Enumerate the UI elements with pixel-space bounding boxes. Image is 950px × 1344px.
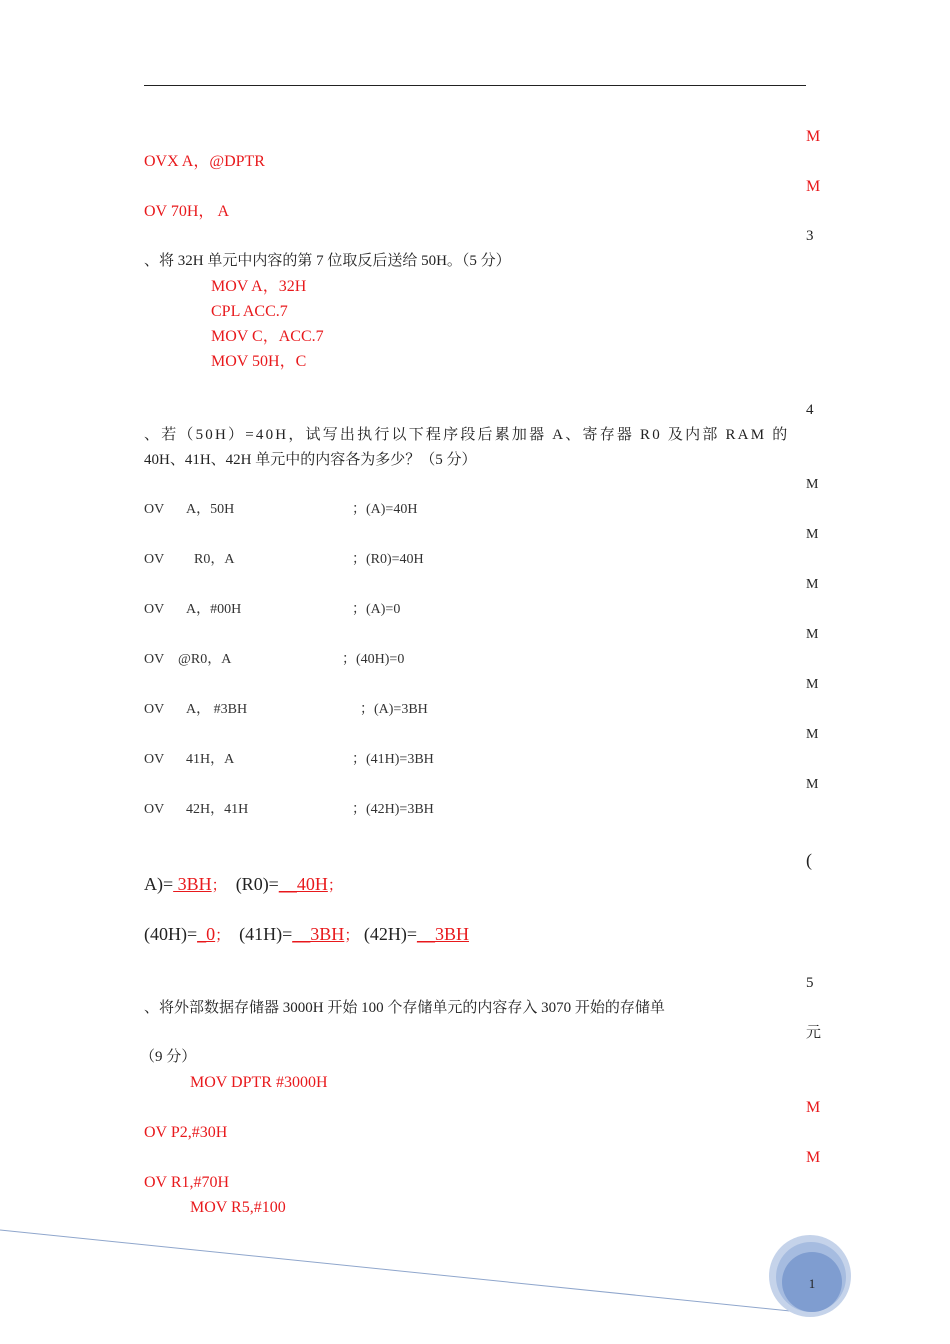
margin-m: M: [806, 677, 819, 692]
answer-code-line: MOV C，ACC.7: [211, 328, 324, 345]
answer-code-line: CPL ACC.7: [211, 303, 288, 320]
program-op: OV: [144, 552, 165, 567]
program-arg: 41H，A: [186, 752, 235, 767]
program-arg: R0，A: [194, 552, 235, 567]
margin-char: 元: [806, 1025, 822, 1041]
program-op: OV: [144, 802, 165, 817]
answer-separator: ；: [215, 928, 231, 944]
question-5-points: （9 分）: [140, 1049, 197, 1065]
margin-m: M: [806, 777, 819, 792]
answer-label: (41H)=: [239, 924, 293, 944]
program-arg: A，50H: [186, 502, 235, 517]
program-comment: ；(42H)=3BH: [352, 802, 434, 817]
answer-label: (40H)=: [144, 924, 198, 944]
program-arg: A，#00H: [186, 602, 242, 617]
answer-value: 3BH: [173, 874, 212, 894]
answer-code-line: OV P2,#30H: [144, 1124, 228, 1141]
question-5-title: 、将外部数据存储器 3000H 开始 100 个存储单元的内容存入 3070 开始的存储单: [144, 1000, 665, 1016]
answer-value: __3BH: [416, 924, 469, 944]
code-line: OVX A，@DPTR: [144, 153, 265, 170]
margin-m: M: [806, 1149, 821, 1166]
program-comment: ；(A)=3BH: [360, 702, 428, 717]
answer-value: __40H: [278, 874, 328, 894]
margin-m: M: [806, 527, 819, 542]
margin-m: M: [806, 477, 819, 492]
answer-separator: ；: [344, 928, 360, 944]
answer-label: (R0)=: [235, 874, 279, 894]
answer-separator: ；: [211, 878, 227, 894]
margin-number: 4: [806, 402, 814, 418]
answer-code-line: MOV R5,#100: [190, 1199, 286, 1216]
program-op: OV: [144, 502, 165, 517]
answer-code-line: MOV 50H，C: [211, 353, 307, 370]
margin-number: 3: [806, 228, 814, 244]
margin-m: M: [806, 178, 821, 195]
answer-separator: ；: [327, 878, 343, 894]
program-comment: ；(R0)=40H: [352, 552, 424, 567]
margin-m: M: [806, 727, 819, 742]
program-arg: 42H，41H: [186, 802, 249, 817]
program-op: OV: [144, 652, 165, 667]
answer-label: (42H)=: [363, 924, 417, 944]
program-op: OV: [144, 602, 165, 617]
program-comment: ；(40H)=0: [342, 652, 405, 667]
margin-m: M: [806, 128, 821, 145]
question-4-title-cont: 40H、41H、42H 单元中的内容各为多少？（5 分）: [144, 452, 477, 468]
program-comment: ；(41H)=3BH: [352, 752, 434, 767]
answer-value: _0: [197, 924, 216, 944]
margin-m: M: [806, 627, 819, 642]
program-arg: @R0，A: [178, 652, 232, 667]
program-comment: ；(A)=40H: [352, 502, 418, 517]
program-arg: A， #3BH: [186, 702, 248, 717]
margin-number: 5: [806, 975, 814, 991]
question-4-title: 、若（50H）=40H，试写出执行以下程序段后累加器 A、寄存器 R0 及内部 RAM 的: [144, 427, 790, 443]
question-3-title: 、将 32H 单元中内容的第 7 位取反后送给 50H。（5 分）: [144, 253, 511, 269]
answer-label: A)=: [144, 874, 174, 894]
program-op: OV: [144, 702, 165, 717]
page-number: 1: [808, 1276, 816, 1291]
code-line: OV 70H， A: [144, 203, 230, 220]
answer-code-line: MOV DPTR #3000H: [190, 1074, 328, 1091]
answer-value: __3BH: [292, 924, 345, 944]
margin-m: M: [806, 1099, 821, 1116]
program-op: OV: [144, 752, 165, 767]
margin-paren: (: [806, 850, 812, 870]
answer-code-line: MOV A，32H: [211, 278, 307, 295]
program-comment: ；(A)=0: [352, 602, 401, 617]
margin-m: M: [806, 577, 819, 592]
answer-code-line: OV R1,#70H: [144, 1174, 230, 1191]
